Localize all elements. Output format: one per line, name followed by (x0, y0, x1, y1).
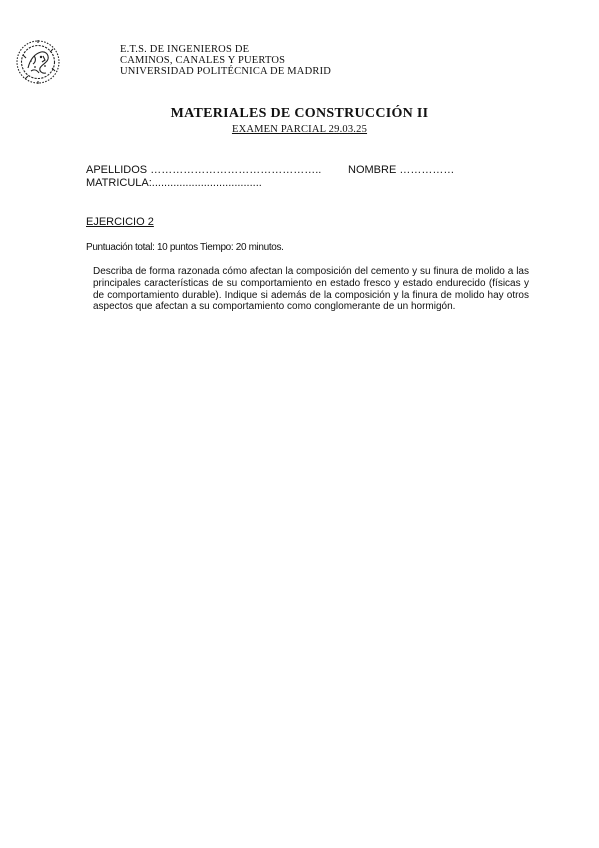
institution-line-2: CAMINOS, CANALES Y PUERTOS (120, 55, 286, 66)
institution-line-1: E.T.S. DE INGENIEROS DE (120, 44, 250, 55)
nombre-field: NOMBRE …………… (348, 164, 455, 176)
exercise-score-time: Puntuación total: 10 puntos Tiempo: 20 minutos. (86, 242, 284, 253)
institution-line-3: UNIVERSIDAD POLITÉCNICA DE MADRID (120, 66, 332, 77)
university-seal-icon (14, 38, 62, 86)
institution-name (120, 44, 331, 77)
exam-title: MATERIALES DE CONSTRUCCIÓN II (170, 106, 429, 121)
matricula-field: MATRICULA:.................................... (86, 177, 262, 189)
exercise-question: Describa de forma razonada cómo afectan la composición del cemento y su finura de molido a las principales características de su comportamiento en estado fresco y estado endurecido (físicas y de comportamiento durable). Indique si además de la composición y la finura de molido hay otros aspectos que afectan a su comportamiento como conglomerante de un hormigón. (93, 266, 529, 313)
apellidos-field: APELLIDOS ……………………………………….. (86, 164, 322, 176)
exam-subtitle: EXAMEN PARCIAL 29.03.25 (231, 124, 368, 135)
exercise-heading: EJERCICIO 2 (86, 216, 154, 228)
